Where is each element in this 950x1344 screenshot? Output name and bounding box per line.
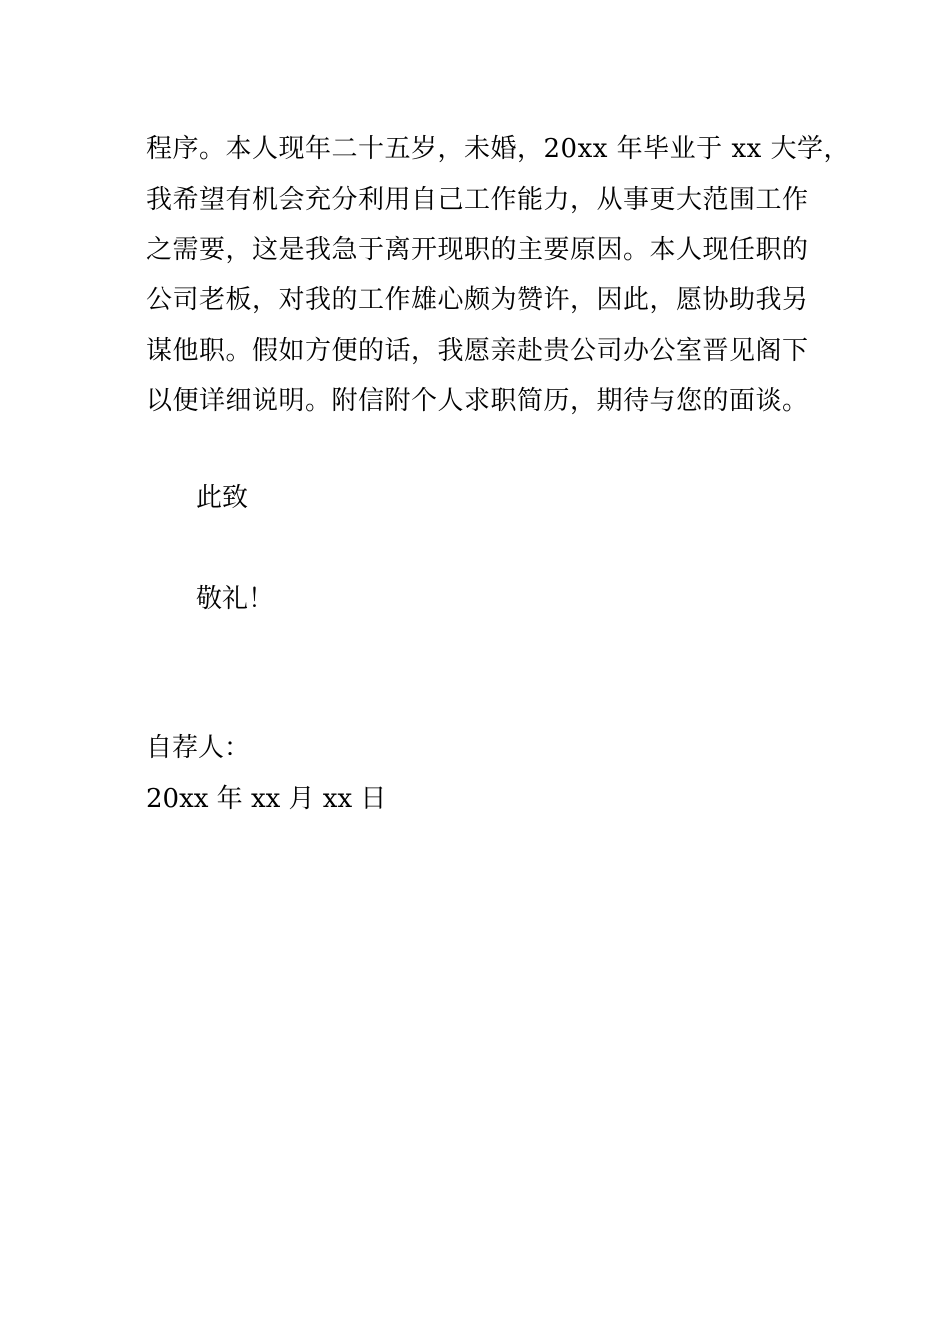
body-text-line-2: 我希望有机会充分利用自己工作能力，从事更大范围工作 [146, 185, 809, 215]
body-text-line-4: 公司老板，对我的工作雄心颇为赞许，因此，愿协助我另 [146, 285, 809, 315]
body-text-line-1: 程序。本人现年二十五岁，未婚，20xx 年毕业于 xx 大学， [146, 134, 851, 164]
body-text-line-3: 之需要，这是我急于离开现职的主要原因。本人现任职的 [146, 235, 809, 265]
signature-date: 20xx 年 xx 月 xx 日 [146, 784, 387, 814]
body-text-line-5: 谋他职。假如方便的话，我愿亲赴贵公司办公室晋见阁下 [146, 336, 809, 366]
closing-regards: 敬礼！ [196, 584, 275, 614]
closing-salutation: 此致 [196, 483, 249, 513]
signature-label: 自荐人： [146, 733, 251, 763]
body-text-line-6: 以便详细说明。附信附个人求职简历，期待与您的面谈。 [146, 386, 809, 416]
